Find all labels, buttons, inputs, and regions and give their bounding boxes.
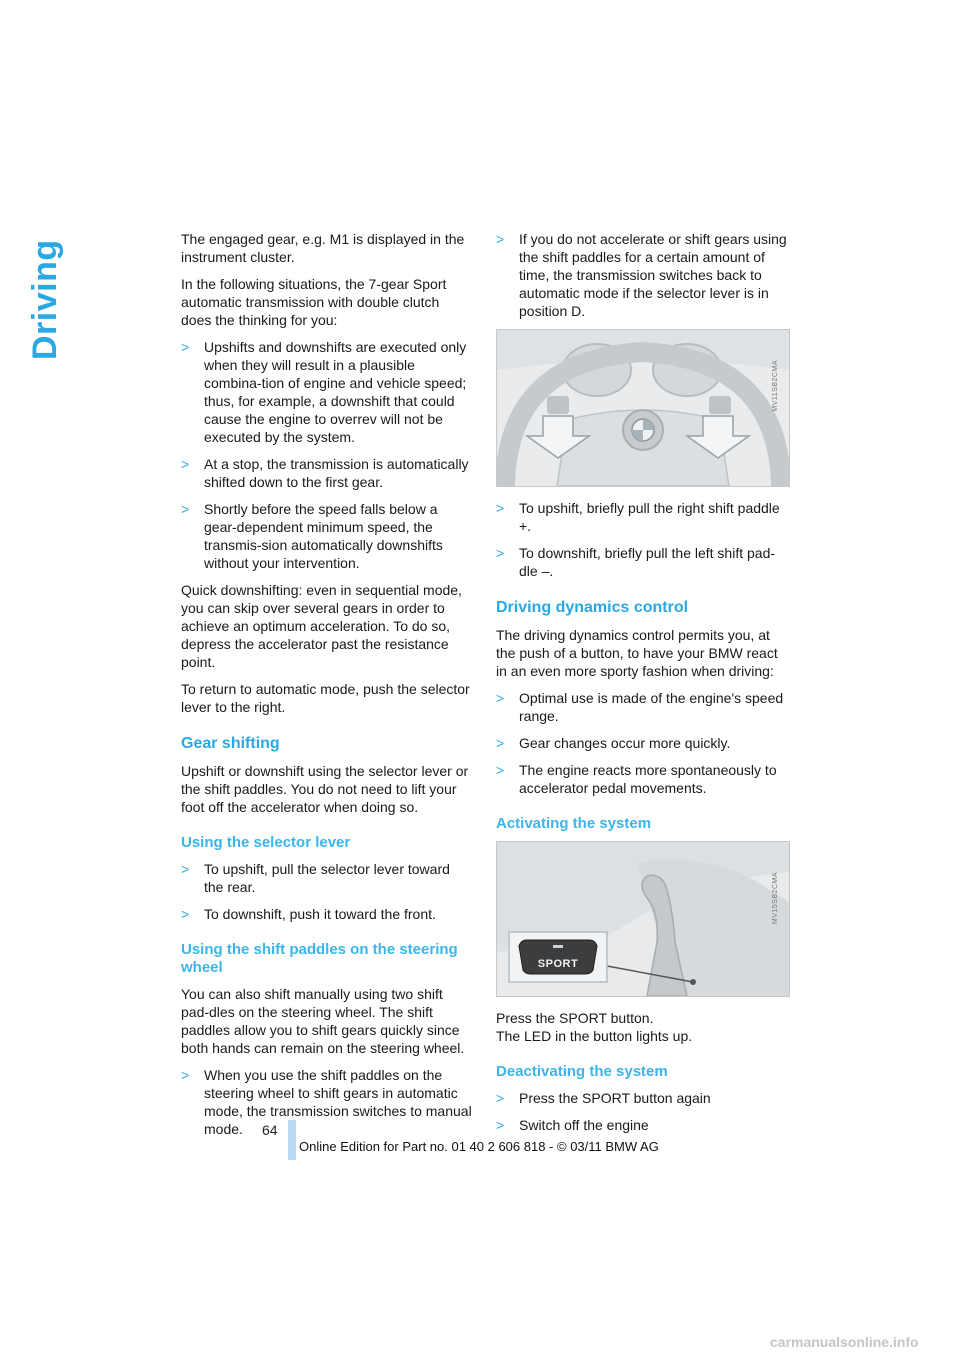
bullet-mark-icon: > — [181, 456, 190, 472]
left-column — [181, 230, 473, 1147]
bullet-mark-icon: > — [496, 735, 505, 751]
list-item: > Press the SPORT button again — [496, 1090, 711, 1106]
paragraph: Quick downshifting: even in sequential mode, you can skip over several gears in order to achieve an optimum acceleration. To do so, depress the accelerator past the resistance point. — [181, 582, 462, 670]
list-item: > To upshift, briefly pull the right shift paddle +. — [496, 500, 780, 534]
right-column — [496, 230, 790, 1143]
bullet-mark-icon: > — [496, 545, 505, 561]
heading-selector-lever: Using the selector lever — [181, 834, 351, 851]
steering-wheel-illustration — [497, 330, 789, 486]
list-item: > If you do not accelerate or shift gears using the shift paddles for a certain amount of time, the transmission switches back to automatic mode if the selector lever is in position D. — [496, 231, 787, 319]
list-item: > Shortly before the speed falls below a gear-dependent minimum speed, the transmis-sion automatically downshifts without your intervention. — [181, 501, 443, 571]
paragraph: The LED in the button lights up. — [496, 1028, 693, 1044]
figure-code: MV11SB2CMA — [772, 360, 779, 412]
list-item: > Optimal use is made of the engine's speed range. — [496, 690, 784, 724]
bullet-mark-icon: > — [496, 500, 505, 516]
paragraph: The engaged gear, e.g. M1 is displayed in the instrument cluster. — [181, 231, 465, 265]
steering-wheel-figure — [496, 329, 790, 487]
section-title: Driving — [26, 239, 64, 360]
heading-driving-dynamics: Driving dynamics control — [496, 599, 689, 616]
sport-button-figure — [496, 841, 790, 997]
sport-button-label: SPORT — [537, 958, 579, 970]
list-item: > Switch off the engine — [496, 1117, 649, 1133]
list-item: > The engine reacts more spontaneously to accelerator pedal movements. — [496, 762, 777, 796]
footer-bar — [288, 1120, 296, 1160]
paragraph: In the following situations, the 7-gear Sport automatic transmission with double clutch does the thinking for you: — [181, 276, 447, 328]
list-item: > When you use the shift paddles on the steering wheel to shift gears in automatic mode, the transmission switches to manual mode. — [181, 1067, 472, 1137]
bullet-mark-icon: > — [181, 339, 190, 355]
paragraph: The driving dynamics control permits you, at the push of a button, to have your BMW react in an even more sporty fashion when driving: — [496, 627, 778, 679]
bullet-mark-icon: > — [496, 690, 505, 706]
bullet-mark-icon: > — [496, 1090, 505, 1106]
heading-gear-shifting: Gear shifting — [181, 735, 280, 752]
paragraph: Upshift or downshift using the selector lever or the shift paddles. You do not need to lift your foot off the accelerator when doing so. — [181, 763, 469, 815]
paragraph: Press the SPORT button. — [496, 1010, 654, 1026]
watermark: carmanualsonline.info — [770, 1334, 919, 1350]
list-item: > To downshift, push it toward the front. — [181, 906, 436, 922]
list-item: > At a stop, the transmission is automatically shifted down to the first gear. — [181, 456, 469, 490]
heading-shift-paddles: Using the shift paddles on the steering wheel — [181, 941, 458, 976]
paragraph: You can also shift manually using two shift pad-dles on the steering wheel. The shift paddles allow you to shift gears quickly since both hands can remain on the steering wheel. — [181, 986, 465, 1056]
page-number: 64 — [262, 1122, 278, 1138]
list-item: > To upshift, pull the selector lever toward the rear. — [181, 861, 450, 895]
bullet-mark-icon: > — [181, 501, 190, 517]
list-item: > To downshift, briefly pull the left shift pad-dle –. — [496, 545, 776, 579]
bullet-mark-icon: > — [496, 1117, 505, 1133]
bullet-mark-icon: > — [181, 906, 190, 922]
bullet-mark-icon: > — [496, 762, 505, 778]
figure-code: MV15SB2CMA — [772, 872, 779, 925]
bullet-mark-icon: > — [181, 861, 190, 877]
list-item: > Gear changes occur more quickly. — [496, 735, 731, 751]
list-item: > Upshifts and downshifts are executed only when they will result in a plausible combina-tion of engine and vehicle speed; thus, for example, a downshift that could cause the engine to overrev will not be executed by the system. — [181, 339, 467, 445]
heading-activating: Activating the system — [496, 815, 652, 832]
bullet-mark-icon: > — [496, 231, 505, 247]
bullet-mark-icon: > — [181, 1067, 190, 1083]
heading-deactivating: Deactivating the system — [496, 1063, 668, 1080]
paragraph: To return to automatic mode, push the selector lever to the right. — [181, 681, 470, 715]
footer-text: Online Edition for Part no. 01 40 2 606 818 - © 03/11 BMW AG — [299, 1139, 659, 1154]
